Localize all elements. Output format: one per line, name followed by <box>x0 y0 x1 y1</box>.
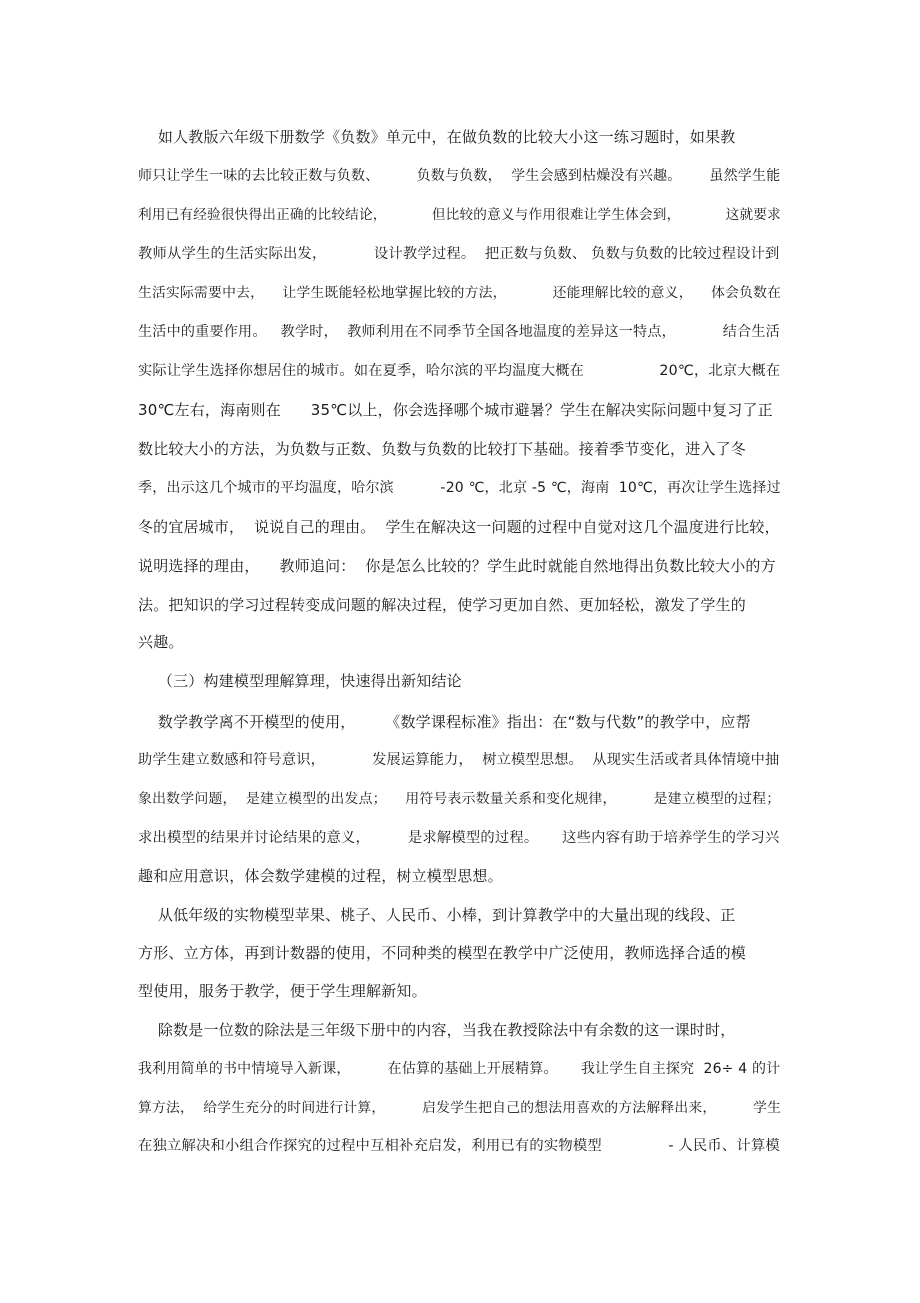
text-line: 方形、立方体，再到计数器的使用，不同种类的模型在教学中广泛使用，教师选择合适的模 <box>138 944 747 962</box>
text-line: 除数是一位数的除法是三年级下册中的内容，当我在教授除法中有余数的这一课时时， <box>138 1021 736 1039</box>
text-line: 在独立解决和小组合作探究的过程中互相补充启发，利用已有的实物模型 - 人民币、计算模 <box>138 1138 780 1154</box>
text-line: 法。把知识的学习过程转变成问题的解决过程，使学习更加自然、更加轻松，激发了学生的 <box>138 596 747 614</box>
text-line: 利用已有经验很快得出正确的比较结论， 但比较的意义与作用很难让学生体会到， 这就要求 <box>138 207 781 223</box>
text-line: 数比较大小的方法，为负数与正数、负数与负数的比较打下基础。接着季节变化，进入了冬 <box>138 440 747 458</box>
text-line: 季，出示这几个城市的平均温度，哈尔滨 -20 ℃，北京 -5 ℃，海南 10℃，再次让学生选择过 <box>138 480 781 496</box>
text-line: 师只让学生一味的去比较正数与负数、 负数与负数， 学生会感到枯燥没有兴趣。 虽然学生能 <box>138 168 781 184</box>
text-line: 如人教版六年级下册数学《负数》单元中，在做负数的比较大小这一练习题时，如果教 <box>138 128 736 146</box>
text-line: 算方法， 给学生充分的时间进行计算， 启发学生把自己的想法用喜欢的方法解释出来， 学生 <box>138 1100 782 1116</box>
text-line: 助学生建立数感和符号意识， 发展运算能力， 树立模型思想。 从现实生活或者具体情境中抽 <box>138 752 780 768</box>
text-line: 从低年级的实物模型苹果、桃子、人民币、小棒，到计算教学中的大量出现的线段、正 <box>138 906 736 924</box>
text-line: 数学教学离不开模型的使用， 《数学课程标准》指出：在“数与代数”的教学中，应帮 <box>138 713 751 731</box>
text-line: 冬的宜居城市， 说说自己的理由。 学生在解决这一问题的过程中自觉对这几个温度进行比较， <box>138 518 780 536</box>
text-line: 生活中的重要作用。 教学时， 教师利用在不同季节全国各地温度的差异这一特点， 结合生活 <box>138 324 780 340</box>
text-line: 生活实际需要中去， 让学生既能轻松地掌握比较的方法， 还能理解比较的意义， 体会负数在 <box>138 285 782 301</box>
text-line: 趣和应用意识，体会数学建模的过程，树立模型思想。 <box>138 867 503 885</box>
text-line: 象出数学问题， 是建立模型的出发点； 用符号表示数量关系和变化规律， 是建立模型的过程； <box>138 791 781 807</box>
text-line: 型使用，服务于教学，便于学生理解新知。 <box>138 982 427 1000</box>
text-line: 我利用简单的书中情境导入新课， 在估算的基础上开展精算。 我让学生自主探究 26÷ 4 的计 <box>138 1061 781 1077</box>
text-line: 求出模型的结果并讨论结果的意义， 是求解模型的过程。 这些内容有助于培养学生的学习兴 <box>138 830 780 846</box>
text-line: 教师从学生的生活实际出发， 设计教学过程。 把正数与负数、 负数与负数的比较过程设计到 <box>138 246 780 262</box>
text-line: 兴趣。 <box>138 633 184 651</box>
text-line: 说明选择的理由， 教师追问： 你是怎么比较的？学生此时就能自然地得出负数比较大小的方 <box>138 557 776 575</box>
section-heading: （三）构建模型理解算理，快速得出新知结论 <box>138 672 462 690</box>
text-line: 30℃左右，海南则在 35℃以上，你会选择哪个城市避暑？学生在解决实际问题中复习了正 <box>138 401 773 419</box>
text-line: 实际让学生选择你想居住的城市。如在夏季，哈尔滨的平均温度大概在 20℃，北京大概在 <box>138 363 781 379</box>
